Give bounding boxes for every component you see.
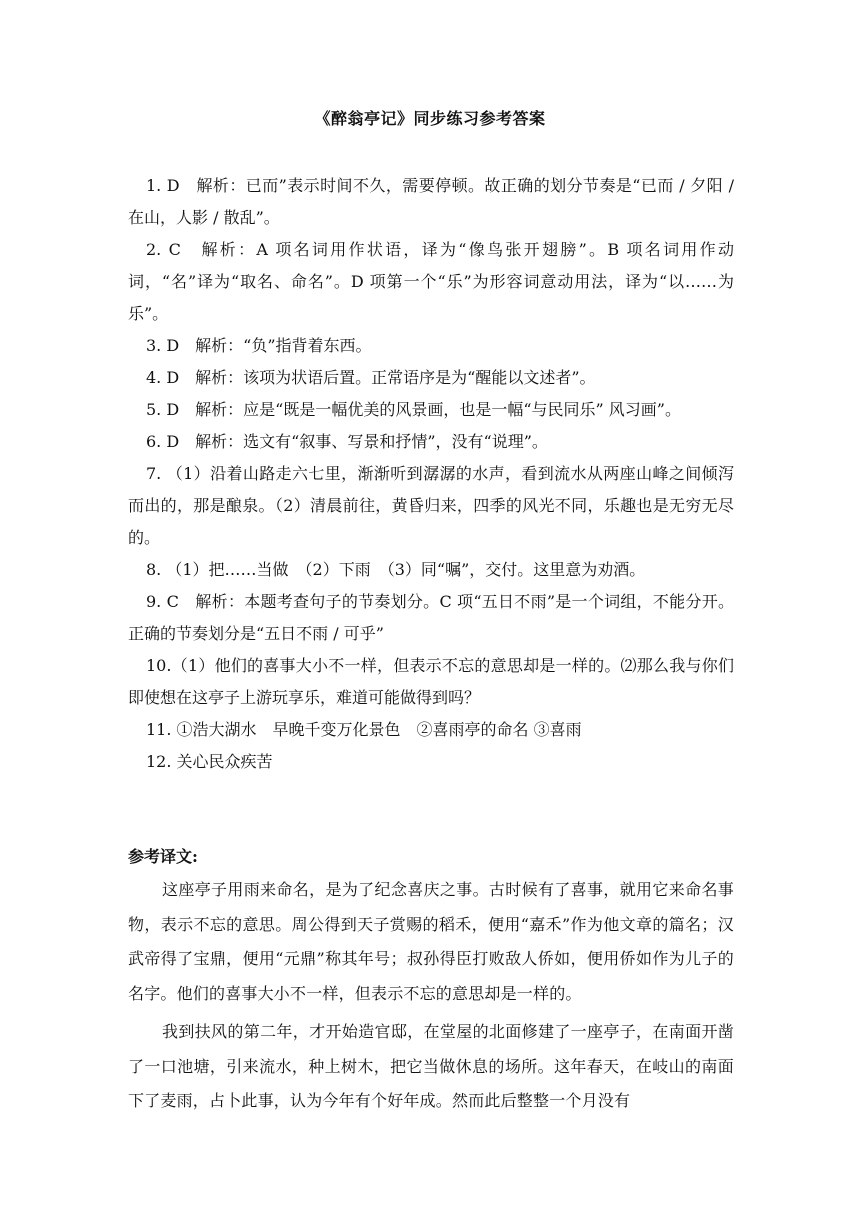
answer-item: 4. D 解析：该项为状语后置。正常语序是为“醒能以文述者”。 [146,368,596,387]
document-title: 《醉翁亭记》同步练习参考答案 [314,109,546,128]
answer-item: 5. D 解析：应是“既是一幅优美的风景画，也是一幅“与民同乐” 风习画”。 [146,400,681,419]
answer-item: 12. 关心民众疾苦 [146,752,273,771]
answer-item: 11. ①浩大湖水 早晚千变万化景色 ②喜雨亭的命名 ③喜雨 [146,720,582,739]
answer-item: 8. （1）把……当做 （2）下雨 （3）同“嘱”，交付。这里意为劝酒。 [146,560,646,579]
translation-paragraph: 我到扶风的第二年，才开始造官邸，在堂屋的北面修建了一座亭子，在南面开凿了一口池塘，引来流水，种上树木，把它当做休息的场所。这年春天，在岐山的南面下了麦雨，占卜此事，认为今年有个好年成。然而此后整整一个月没有 [128,1022,734,1110]
answer-item: 2. C 解析：A 项名词用作状语，译为“像鸟张开翅膀”。B 项名词用作动词，“名”译为“取名、命名”。D 项第一个“乐”为形容词意动用法，译为“以……为乐”。 [128,240,734,323]
answer-item: 6. D 解析：选文有“叙事、写景和抒情”，没有“说理”。 [146,432,548,451]
answer-list [128,170,734,778]
answer-item: 3. D 解析：“负”指背着东西。 [146,336,372,355]
answer-item: 1. D 解析：已而”表示时间不久，需要停顿。故正确的划分节奏是“已而 / 夕阳 / 在山，人影 / 散乱”。 [128,176,734,227]
translation-body [128,873,734,1123]
translation-paragraph: 这座亭子用雨来命名，是为了纪念喜庆之事。古时候有了喜事，就用它来命名事物，表示不忘的意思。周公得到天子赏赐的稻禾，便用“嘉禾”作为他文章的篇名；汉武帝得了宝鼎，便用“元鼎”称其年号；叔孙得臣打败敌人侨如，便用侨如作为儿子的名字。他们的喜事大小不一样，但表示不忘的意思却是一样的。 [128,880,734,1003]
answer-item: 10.（1）他们的喜事大小不一样，但表示不忘的意思却是一样的。⑵那么我与你们即使想在这亭子上游玩享乐，难道可能做得到吗？ [128,656,734,707]
answer-item: 7. （1）沿着山路走六七里，渐渐听到潺潺的水声，看到流水从两座山峰之间倾泻而出的，那是酿泉。（2）清晨前往，黄昏归来，四季的风光不同，乐趣也是无穷无尽的。 [128,464,734,547]
translation-heading: 参考译文: [128,847,198,866]
answer-item: 9. C 解析：本题考查句子的节奏划分。C 项“五日不雨”是一个词组，不能分开。正确的节奏划分是“五日不雨 / 可乎” [128,592,734,643]
